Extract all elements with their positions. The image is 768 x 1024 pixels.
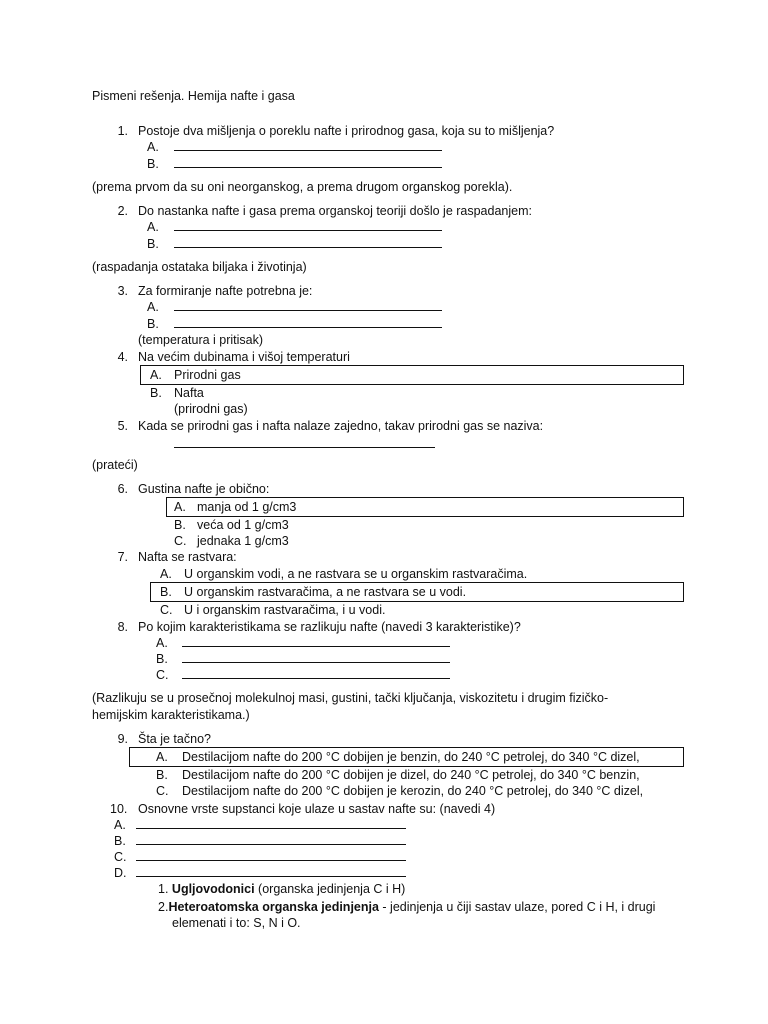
answer-text: (temperatura i pritisak) bbox=[138, 333, 264, 347]
question-number: 10. bbox=[110, 802, 128, 816]
option-b-text[interactable]: veća od 1 g/cm3 bbox=[197, 518, 289, 532]
question-text: Do nastanka nafte i gasa prema organskoj teoriji došlo je raspadanjem: bbox=[138, 204, 532, 218]
option-label-b: B. bbox=[114, 834, 126, 848]
answer-line-b[interactable] bbox=[174, 236, 442, 248]
question-number: 9. bbox=[117, 732, 128, 746]
option-label-b: B. bbox=[156, 768, 168, 782]
option-a-text[interactable]: Prirodni gas bbox=[174, 368, 241, 382]
option-label-a: A. bbox=[114, 818, 126, 832]
answer-line-b[interactable] bbox=[174, 316, 442, 328]
answer-item-2 bbox=[158, 899, 655, 915]
option-label-a: A. bbox=[150, 368, 162, 382]
answer-line-d[interactable] bbox=[136, 865, 406, 877]
question-text: Osnovne vrste supstanci koje ulaze u sastav nafte su: (navedi 4) bbox=[138, 802, 496, 816]
question-number: 8. bbox=[117, 620, 128, 634]
page-title: Pismeni rešenja. Hemija nafte i gasa bbox=[92, 89, 295, 103]
answer-item-term: Heteroatomska organska jedinjenja bbox=[168, 900, 379, 914]
answer-line-a[interactable] bbox=[174, 299, 442, 311]
option-label-b: B. bbox=[147, 157, 159, 171]
option-label-b: B. bbox=[174, 518, 186, 532]
question-text: Za formiranje nafte potrebna je: bbox=[138, 284, 313, 298]
answer-item-description: (organska jedinjenja C i H) bbox=[254, 882, 406, 896]
option-label-a: A. bbox=[147, 220, 159, 234]
question-number: 2. bbox=[117, 204, 128, 218]
answer-item-2-continuation: elemenati i to: S, N i O. bbox=[172, 916, 301, 930]
answer-line-b[interactable] bbox=[182, 651, 450, 663]
option-a-text[interactable]: manja od 1 g/cm3 bbox=[197, 500, 297, 514]
question-text: Postoje dva mišljenja o poreklu nafte i prirodnog gasa, koja su to mišljenja? bbox=[138, 124, 555, 138]
question-number: 5. bbox=[117, 419, 128, 433]
option-b-text[interactable]: Destilacijom nafte do 200 °C dobijen je dizel, do 240 °C petrolej, do 340 °C benzin, bbox=[182, 768, 640, 782]
option-label-a: A. bbox=[156, 750, 168, 764]
question-text: Nafta se rastvara: bbox=[138, 550, 237, 564]
answer-text-line-2: hemijskim karakteristikama.) bbox=[92, 708, 250, 722]
option-label-c: C. bbox=[160, 603, 173, 617]
answer-item-number: 1. bbox=[158, 882, 169, 896]
answer-line-a[interactable] bbox=[174, 139, 442, 151]
answer-item-1 bbox=[158, 881, 405, 897]
option-label-d: D. bbox=[114, 866, 127, 880]
answer-line-c[interactable] bbox=[136, 849, 406, 861]
option-label-b: B. bbox=[150, 386, 162, 400]
question-text: Po kojim karakteristikama se razlikuju nafte (navedi 3 karakteristike)? bbox=[138, 620, 521, 634]
question-number: 6. bbox=[117, 482, 128, 496]
option-label-a: A. bbox=[174, 500, 186, 514]
answer-text: (prateći) bbox=[92, 458, 138, 472]
question-number: 7. bbox=[117, 550, 128, 564]
answer-text: (raspadanja ostataka biljaka i životinja) bbox=[92, 260, 307, 274]
answer-line-b[interactable] bbox=[136, 833, 406, 845]
question-number: 3. bbox=[117, 284, 128, 298]
question-text: Kada se prirodni gas i nafta nalaze zajedno, takav prirodni gas se naziva: bbox=[138, 419, 544, 433]
option-label-a: A. bbox=[156, 636, 168, 650]
answer-item-description: - jedinjenja u čiji sastav ulaze, pored C i H, i drugi bbox=[378, 900, 656, 914]
option-b-text[interactable]: U organskim rastvaračima, a ne rastvara se u vodi. bbox=[184, 585, 467, 599]
question-text: Šta je tačno? bbox=[138, 732, 211, 746]
option-c-text[interactable]: jednaka 1 g/cm3 bbox=[197, 534, 289, 548]
option-label-b: B. bbox=[147, 317, 159, 331]
option-label-a: A. bbox=[160, 567, 172, 581]
option-a-text[interactable]: U organskim vodi, a ne rastvara se u organskim rastvaračima. bbox=[184, 567, 528, 581]
answer-line-a[interactable] bbox=[174, 219, 442, 231]
answer-item-term: Ugljovodonici bbox=[171, 882, 255, 896]
option-label-b: B. bbox=[156, 652, 168, 666]
option-label-b: B. bbox=[160, 585, 172, 599]
answer-line-a[interactable] bbox=[136, 817, 406, 829]
option-b-text[interactable]: Nafta bbox=[174, 386, 204, 400]
answer-line-a[interactable] bbox=[182, 635, 450, 647]
question-number: 4. bbox=[117, 350, 128, 364]
option-label-c: C. bbox=[114, 850, 127, 864]
question-text: Na većim dubinama i višoj temperaturi bbox=[138, 350, 350, 364]
question-text: Gustina nafte je obično: bbox=[138, 482, 270, 496]
answer-text: (prirodni gas) bbox=[174, 402, 248, 416]
option-label-c: C. bbox=[156, 784, 169, 798]
option-label-c: C. bbox=[156, 668, 169, 682]
answer-item-number: 2. bbox=[158, 900, 169, 914]
question-number: 1. bbox=[117, 124, 128, 138]
answer-text: (prema prvom da su oni neorganskog, a prema drugom organskog porekla). bbox=[92, 180, 513, 194]
option-label-a: A. bbox=[147, 140, 159, 154]
answer-line-b[interactable] bbox=[174, 156, 442, 168]
option-a-text[interactable]: Destilacijom nafte do 200 °C dobijen je benzin, do 240 °C petrolej, do 340 °C dizel, bbox=[182, 750, 640, 764]
option-label-c: C. bbox=[174, 534, 187, 548]
option-c-text[interactable]: U i organskim rastvaračima, i u vodi. bbox=[184, 603, 386, 617]
answer-line-c[interactable] bbox=[182, 667, 450, 679]
option-c-text[interactable]: Destilacijom nafte do 200 °C dobijen je kerozin, do 240 °C petrolej, do 340 °C dizel, bbox=[182, 784, 644, 798]
answer-text-line-1: (Razlikuju se u prosečnoj molekulnoj masi, gustini, tački ključanja, viskozitetu i drugim fizičko- bbox=[92, 691, 609, 705]
option-label-b: B. bbox=[147, 237, 159, 251]
option-label-a: A. bbox=[147, 300, 159, 314]
answer-line[interactable] bbox=[174, 436, 435, 448]
